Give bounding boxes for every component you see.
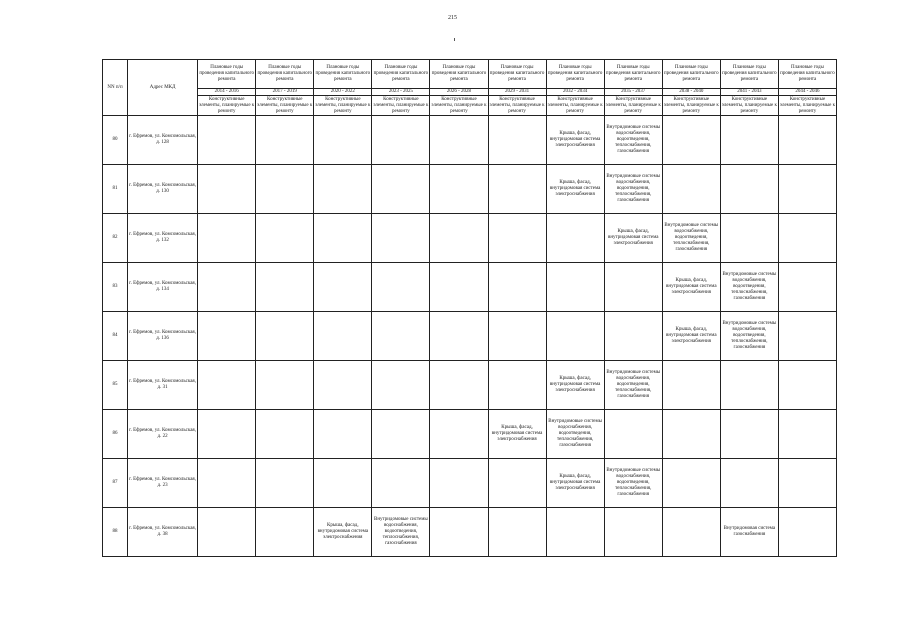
empty-cell: [778, 116, 836, 165]
empty-cell: [372, 459, 430, 508]
empty-cell: [488, 165, 546, 214]
row-address: г. Ефремов, ул. Комсомольская, д. 38: [128, 508, 198, 557]
empty-cell: [720, 410, 778, 459]
empty-cell: [488, 116, 546, 165]
table-row: [103, 116, 837, 165]
empty-cell: [256, 214, 314, 263]
empty-cell: [430, 459, 488, 508]
empty-cell: [778, 312, 836, 361]
empty-cell: [314, 116, 372, 165]
row-address: г. Ефремов, ул. Комсомольская, д. 134: [128, 263, 198, 312]
header-period-title: Плановые годы проведения капитального ремонта: [256, 60, 314, 89]
header-period-years: 2029 - 2031: [488, 89, 546, 96]
header-elements: Конструктивные элементы, планируемые к ремонту: [315, 96, 371, 114]
work-engineering-systems: Внутридомовые системы водоснабжения, водоотведения, теплоснабжения, газоснабжения: [662, 214, 720, 263]
empty-cell: [546, 312, 604, 361]
table-row: [103, 410, 837, 459]
header-period-title: Плановые годы проведения капитального ремонта: [488, 60, 546, 89]
empty-cell: [198, 508, 256, 557]
empty-cell: [430, 116, 488, 165]
empty-cell: [256, 263, 314, 312]
header-period-years: 2038 - 2040: [662, 89, 720, 96]
empty-cell: [488, 312, 546, 361]
row-address: г. Ефремов, ул. Комсомольская, д. 136: [128, 312, 198, 361]
work-engineering-systems: Внутридомовые системы водоснабжения, водоотведения, теплоснабжения, газоснабжения: [546, 410, 604, 459]
empty-cell: [662, 410, 720, 459]
empty-cell: [198, 165, 256, 214]
table-row: [103, 263, 837, 312]
header-period-years: 2032 - 2034: [546, 89, 604, 96]
header-period-title: Плановые годы проведения капитального ремонта: [662, 60, 720, 89]
header-nn: NN п/п: [103, 60, 128, 116]
table-row: [103, 361, 837, 410]
header-period-title: Плановые годы проведения капитального ремонта: [314, 60, 372, 89]
empty-cell: [430, 312, 488, 361]
work-engineering-systems: Внутридомовые системы водоснабжения, водоотведения, теплоснабжения, газоснабжения: [372, 508, 430, 557]
work-roof-facade: Крыша, фасад, внутридомовая система электроснабжения: [546, 165, 604, 214]
empty-cell: [720, 361, 778, 410]
empty-cell: [372, 263, 430, 312]
empty-cell: [778, 410, 836, 459]
row-number: 85: [103, 361, 128, 410]
header-period-title: Плановые годы проведения капитального ремонта: [720, 60, 778, 89]
empty-cell: [430, 263, 488, 312]
empty-cell: [778, 263, 836, 312]
table-row: [103, 214, 837, 263]
table-row: [103, 459, 837, 508]
empty-cell: [778, 508, 836, 557]
work-roof-facade: Крыша, фасад, внутридомовая система электроснабжения: [662, 263, 720, 312]
empty-cell: [488, 459, 546, 508]
empty-cell: [488, 214, 546, 263]
empty-cell: [256, 508, 314, 557]
row-address: г. Ефремов, ул. Комсомольская, д. 23: [128, 459, 198, 508]
empty-cell: [778, 361, 836, 410]
page-number: 215: [448, 15, 457, 21]
work-roof-facade: Крыша, фасад, внутридомовая система электроснабжения: [662, 312, 720, 361]
row-address: г. Ефремов, ул. Комсомольская, д. 22: [128, 410, 198, 459]
empty-cell: [372, 214, 430, 263]
table-row: [103, 165, 837, 214]
empty-cell: [604, 263, 662, 312]
empty-cell: [314, 165, 372, 214]
header-elements: Конструктивные элементы, планируемые к ремонту: [373, 96, 429, 114]
work-engineering-systems: Внутридомовые системы водоснабжения, водоотведения, теплоснабжения, газоснабжения: [720, 263, 778, 312]
header-period-years: 2044 - 2046: [778, 89, 836, 96]
header-elements: Конструктивные элементы, планируемые к ремонту: [663, 96, 719, 114]
empty-cell: [314, 312, 372, 361]
header-period-years: 2020 - 2022: [314, 89, 372, 96]
row-number: 86: [103, 410, 128, 459]
header-elements: Конструктивные элементы, планируемые к ремонту: [257, 96, 313, 114]
empty-cell: [198, 459, 256, 508]
empty-cell: [720, 165, 778, 214]
work-roof-facade: Крыша, фасад, внутридомовая система электроснабжения: [488, 410, 546, 459]
header-period-years: 2041 - 2043: [720, 89, 778, 96]
empty-cell: [430, 508, 488, 557]
empty-cell: [198, 361, 256, 410]
capital-repair-table: [102, 59, 837, 557]
header-period-title: Плановые годы проведения капитального ремонта: [198, 60, 256, 89]
empty-cell: [198, 410, 256, 459]
work-roof-facade: Крыша, фасад, внутридомовая система электроснабжения: [604, 214, 662, 263]
empty-cell: [256, 410, 314, 459]
empty-cell: [604, 410, 662, 459]
empty-cell: [488, 263, 546, 312]
work-gas-system: Внутридомовая система газоснабжения: [720, 508, 778, 557]
row-number: 82: [103, 214, 128, 263]
empty-cell: [314, 459, 372, 508]
empty-cell: [778, 165, 836, 214]
header-elements: Конструктивные элементы, планируемые к ремонту: [431, 96, 487, 114]
empty-cell: [256, 116, 314, 165]
empty-cell: [256, 361, 314, 410]
header-period-title: Плановые годы проведения капитального ремонта: [430, 60, 488, 89]
empty-cell: [546, 263, 604, 312]
header-elements: Конструктивные элементы, планируемые к ремонту: [721, 96, 777, 114]
header-period-title: Плановые годы проведения капитального ремонта: [372, 60, 430, 89]
header-period-years: 2035 - 2037: [604, 89, 662, 96]
empty-cell: [720, 459, 778, 508]
empty-cell: [488, 361, 546, 410]
header-address: Адрес МКД: [128, 60, 198, 116]
empty-cell: [198, 263, 256, 312]
row-number: 81: [103, 165, 128, 214]
work-engineering-systems: Внутридомовые системы водоснабжения, водоотведения, теплоснабжения, газоснабжения: [604, 165, 662, 214]
header-period-years: 2026 - 2028: [430, 89, 488, 96]
work-roof-facade: Крыша, фасад, внутридомовая система электроснабжения: [546, 116, 604, 165]
row-address: г. Ефремов, ул. Комсомольская, д. 128: [128, 116, 198, 165]
empty-cell: [314, 361, 372, 410]
empty-cell: [198, 312, 256, 361]
empty-cell: [662, 459, 720, 508]
header-elements: Конструктивные элементы, планируемые к ремонту: [489, 96, 545, 114]
empty-cell: [604, 312, 662, 361]
row-number: 87: [103, 459, 128, 508]
row-number: 88: [103, 508, 128, 557]
empty-cell: [662, 361, 720, 410]
header-period-title: Плановые годы проведения капитального ремонта: [546, 60, 604, 89]
header-elements: Конструктивные элементы, планируемые к ремонту: [547, 96, 603, 114]
empty-cell: [488, 508, 546, 557]
row-address: г. Ефремов, ул. Комсомольская, д. 31: [128, 361, 198, 410]
empty-cell: [372, 361, 430, 410]
row-number: 80: [103, 116, 128, 165]
empty-cell: [256, 312, 314, 361]
empty-cell: [720, 116, 778, 165]
empty-cell: [662, 165, 720, 214]
empty-cell: [372, 410, 430, 459]
empty-cell: [778, 214, 836, 263]
empty-cell: [256, 459, 314, 508]
empty-cell: [430, 410, 488, 459]
work-engineering-systems: Внутридомовые системы водоснабжения, водоотведения, теплоснабжения, газоснабжения: [720, 312, 778, 361]
empty-cell: [430, 361, 488, 410]
work-roof-facade: Крыша, фасад, внутридомовая система электроснабжения: [314, 508, 372, 557]
empty-cell: [546, 214, 604, 263]
empty-cell: [604, 508, 662, 557]
table-row: [103, 508, 837, 557]
empty-cell: [372, 165, 430, 214]
empty-cell: [430, 165, 488, 214]
empty-cell: [256, 165, 314, 214]
empty-cell: [662, 508, 720, 557]
header-elements: Конструктивные элементы, планируемые к ремонту: [779, 96, 836, 114]
work-engineering-systems: Внутридомовые системы водоснабжения, водоотведения, теплоснабжения, газоснабжения: [604, 361, 662, 410]
scan-mark: [454, 38, 455, 41]
empty-cell: [778, 459, 836, 508]
work-engineering-systems: Внутридомовые системы водоснабжения, водоотведения, теплоснабжения, газоснабжения: [604, 116, 662, 165]
row-address: г. Ефремов, ул. Комсомольская, д. 130: [128, 165, 198, 214]
header-period-title: Плановые годы проведения капитального ремонта: [604, 60, 662, 89]
header-period-years: 2014 - 2016: [198, 89, 256, 96]
row-address: г. Ефремов, ул. Комсомольская, д. 132: [128, 214, 198, 263]
header-period-years: 2017 - 2019: [256, 89, 314, 96]
header-elements: Конструктивные элементы, планируемые к ремонту: [199, 96, 255, 114]
empty-cell: [662, 116, 720, 165]
empty-cell: [198, 116, 256, 165]
empty-cell: [720, 214, 778, 263]
header-elements: Конструктивные элементы, планируемые к ремонту: [605, 96, 661, 114]
empty-cell: [430, 214, 488, 263]
work-roof-facade: Крыша, фасад, внутридомовая система электроснабжения: [546, 361, 604, 410]
empty-cell: [372, 312, 430, 361]
header-period-title: Плановые годы проведения капитального ремонта: [778, 60, 836, 89]
table-row: [103, 312, 837, 361]
empty-cell: [372, 116, 430, 165]
empty-cell: [546, 508, 604, 557]
work-engineering-systems: Внутридомовые системы водоснабжения, водоотведения, теплоснабжения, газоснабжения: [604, 459, 662, 508]
header-period-years: 2023 - 2025: [372, 89, 430, 96]
work-roof-facade: Крыша, фасад, внутридомовая система электроснабжения: [546, 459, 604, 508]
empty-cell: [198, 214, 256, 263]
empty-cell: [314, 410, 372, 459]
empty-cell: [314, 263, 372, 312]
empty-cell: [314, 214, 372, 263]
row-number: 84: [103, 312, 128, 361]
row-number: 83: [103, 263, 128, 312]
